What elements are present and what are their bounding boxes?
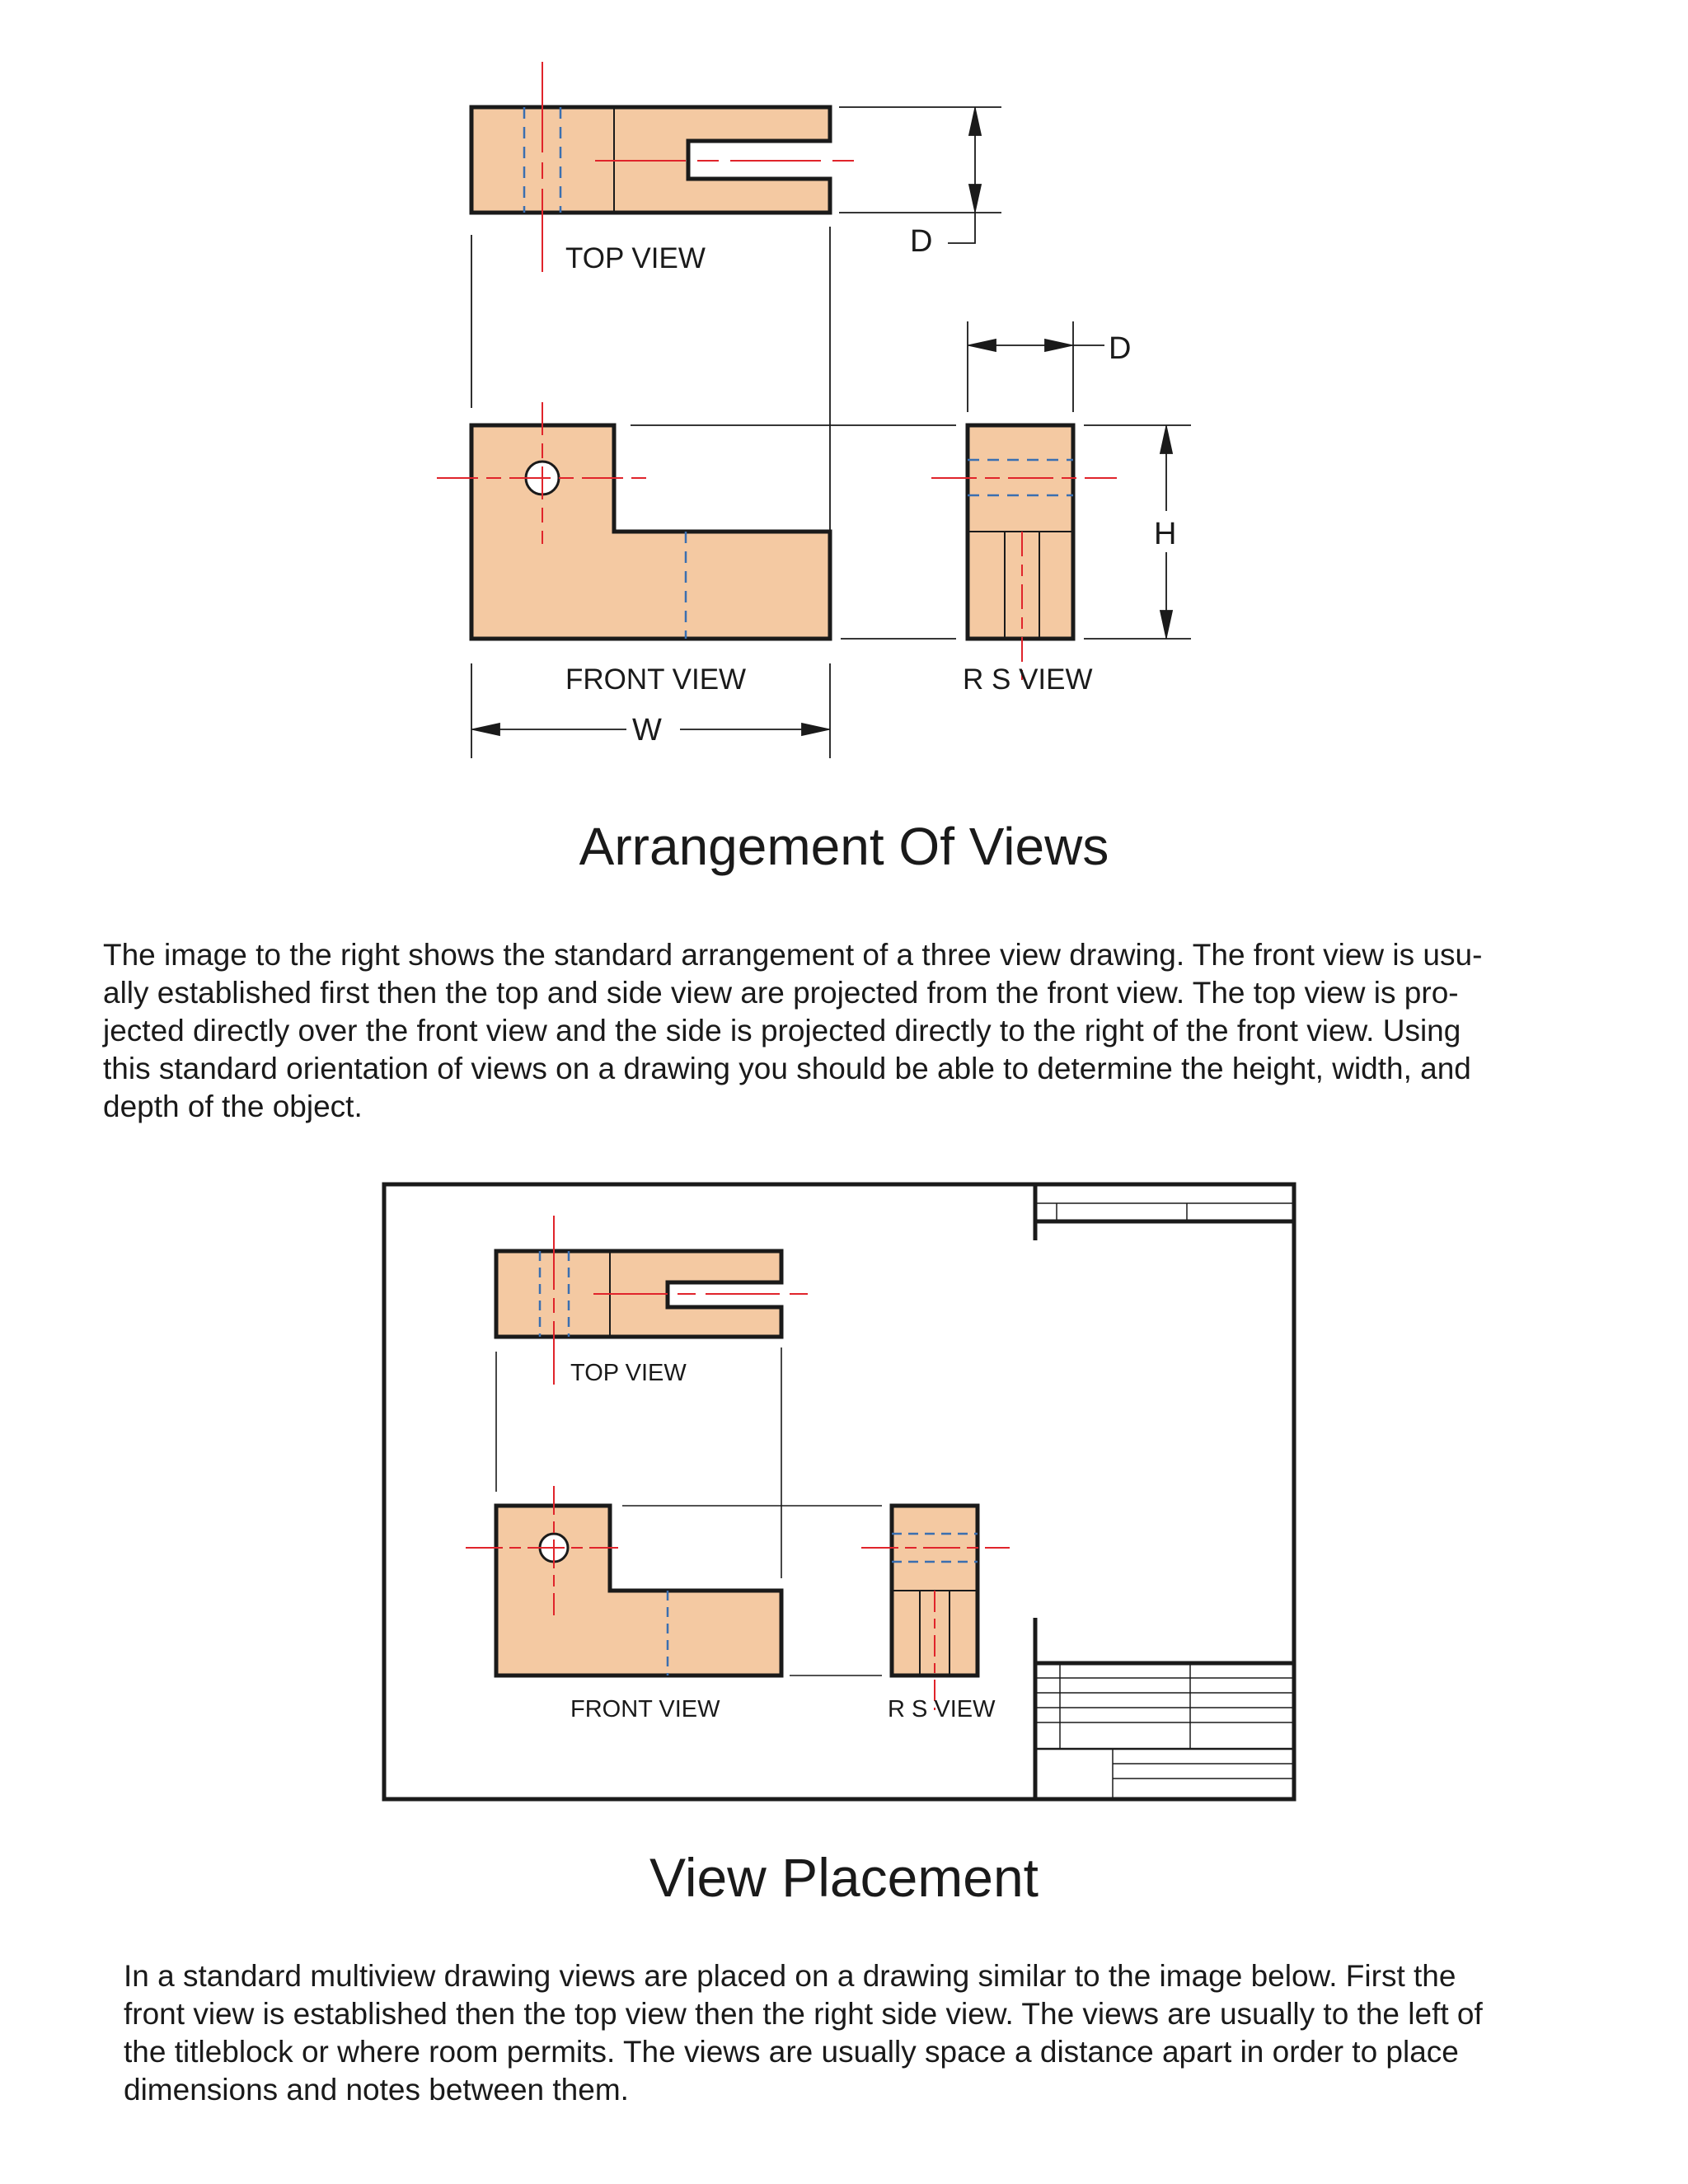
paragraph-line: front view is established then the top view then the right side view. The views are usually to the left of	[124, 1997, 1483, 2031]
paragraph-line: In a standard multiview drawing views are placed on a drawing similar to the image below. First the	[124, 1959, 1456, 1993]
front-view-label-1: FRONT VIEW	[565, 663, 747, 696]
top-view-label-1: TOP VIEW	[565, 242, 706, 274]
rs-view-label-1: R S VIEW	[963, 663, 1093, 696]
front-view-label-2: FRONT VIEW	[570, 1696, 720, 1722]
paragraph-line: the titleblock or where room permits. The views are usually space a distance apart in order to place	[124, 2035, 1459, 2069]
dim-width-label: W	[632, 713, 662, 748]
top-view-label-2: TOP VIEW	[570, 1360, 687, 1386]
paragraph-line: The image to the right shows the standard arrangement of a three view drawing. The front view is usu-	[103, 938, 1483, 972]
section-title-arrangement: Arrangement Of Views	[579, 817, 1109, 876]
paragraph-line: this standard orientation of views on a drawing you should be able to determine the height, width, and	[103, 1052, 1471, 1085]
right-side-view-1	[931, 425, 1117, 680]
paragraph-line: ally established first then the top and side view are projected from the front view. The top view is pro-	[103, 976, 1459, 1010]
paragraph-line: jected directly over the front view and the side is projected directly to the right of the front view. Using	[103, 1014, 1461, 1047]
section-title-placement: View Placement	[649, 1847, 1039, 1908]
placement-paragraph	[124, 1957, 1624, 2109]
dim-height-label: H	[1154, 517, 1177, 551]
paragraph-line: dimensions and notes between them.	[124, 2073, 629, 2107]
arrangement-paragraph	[103, 936, 1603, 1126]
rs-view-label-2: R S VIEW	[888, 1696, 996, 1722]
top-view-1	[471, 62, 861, 272]
dim-depth-top-label: D	[910, 224, 933, 259]
paragraph-line: depth of the object.	[103, 1090, 363, 1123]
dim-depth-side-label: D	[1109, 331, 1132, 366]
front-view-1	[437, 402, 830, 639]
